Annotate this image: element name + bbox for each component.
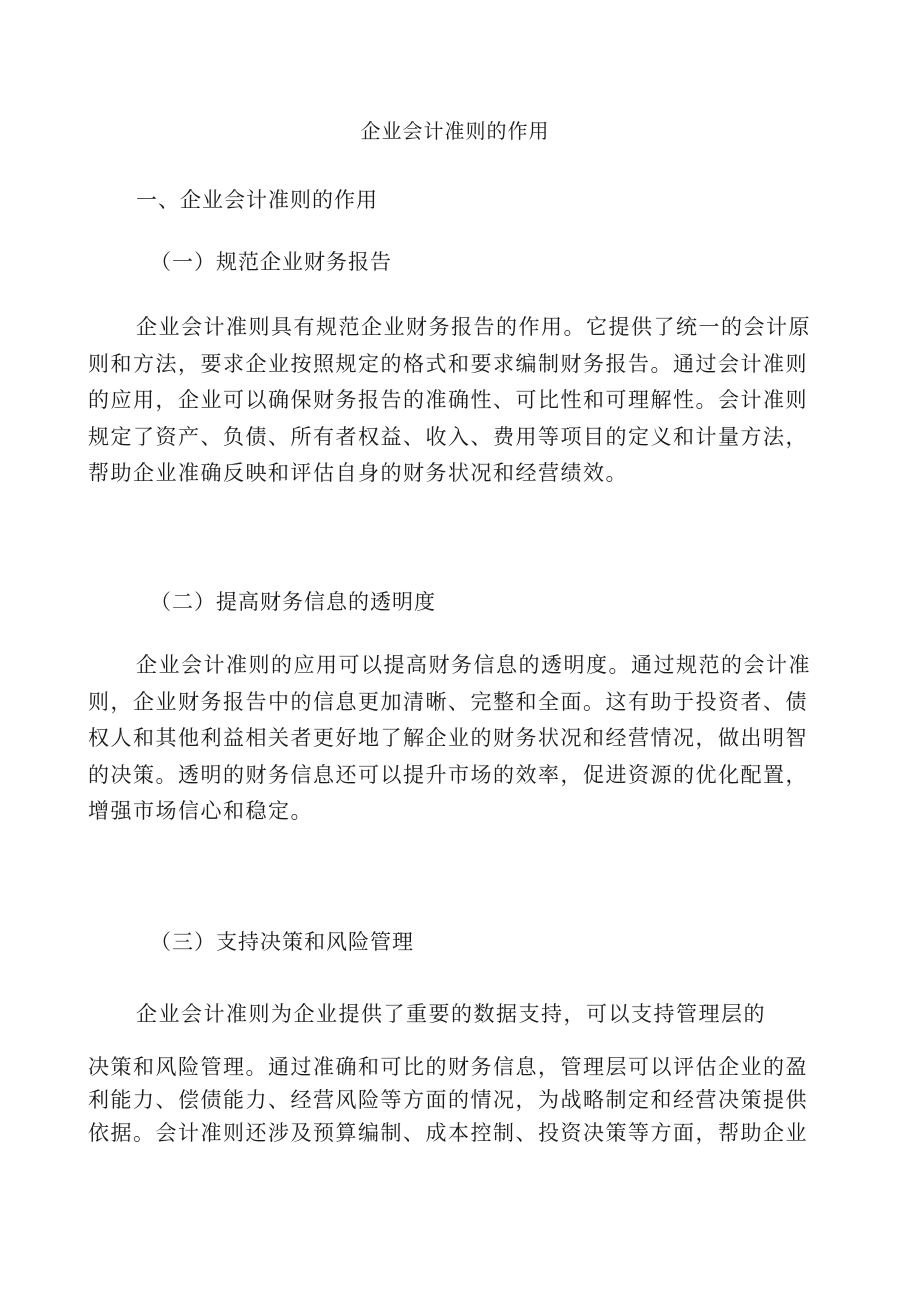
paragraph-3	[88, 1051, 830, 1150]
paragraph-3-first-line	[88, 996, 830, 1032]
paragraph-line: 依据。会计准则还涉及预算编制、成本控制、投资决策等方面，帮助企业	[88, 1121, 808, 1145]
paragraph-line: 则和方法，要求企业按照规定的格式和要求编制财务报告。通过会计准则	[88, 351, 808, 376]
subsection-heading-1: （一）规范企业财务报告	[150, 250, 392, 274]
paragraph-line: 的决策。透明的财务信息还可以提升市场的效率，促进资源的优化配置，	[88, 762, 808, 787]
paragraph-line: 规定了资产、负债、所有者权益、收入、费用等项目的定义和计量方法，	[88, 424, 808, 449]
paragraph-line: 利能力、偿债能力、经营风险等方面的情况，为战略制定和经营决策提供	[88, 1088, 808, 1112]
subsection-heading-3: （三）支持决策和风险管理	[150, 930, 414, 954]
paragraph-line: 增强市场信心和稳定。	[88, 799, 313, 824]
paragraph-line: 企业会计准则为企业提供了重要的数据支持，可以支持管理层的	[136, 1002, 766, 1026]
paragraph-line: 决策和风险管理。通过准确和可比的财务信息，管理层可以评估企业的盈	[88, 1055, 808, 1079]
section-heading-1: 一、企业会计准则的作用	[136, 188, 378, 212]
paragraph-line: 企业会计准则的应用可以提高财务信息的透明度。通过规范的会计准	[136, 653, 811, 677]
paragraph-line: 权人和其他利益相关者更好地了解企业的财务状况和经营情况，做出明智	[88, 726, 808, 751]
paragraph-2	[88, 647, 830, 830]
paragraph-line: 则，企业财务报告中的信息更加清晰、完整和全面。这有助于投资者、债	[88, 689, 808, 714]
paragraph-line: 企业会计准则具有规范企业财务报告的作用。它提供了统一的会计原	[136, 315, 811, 339]
paragraph-line: 的应用，企业可以确保财务报告的准确性、可比性和可理解性。会计准则	[88, 388, 808, 413]
subsection-heading-2: （二）提高财务信息的透明度	[150, 590, 436, 614]
document-title: 企业会计准则的作用	[360, 119, 550, 143]
paragraph-1	[88, 309, 830, 492]
paragraph-line: 帮助企业准确反映和评估自身的财务状况和经营绩效。	[88, 461, 628, 486]
